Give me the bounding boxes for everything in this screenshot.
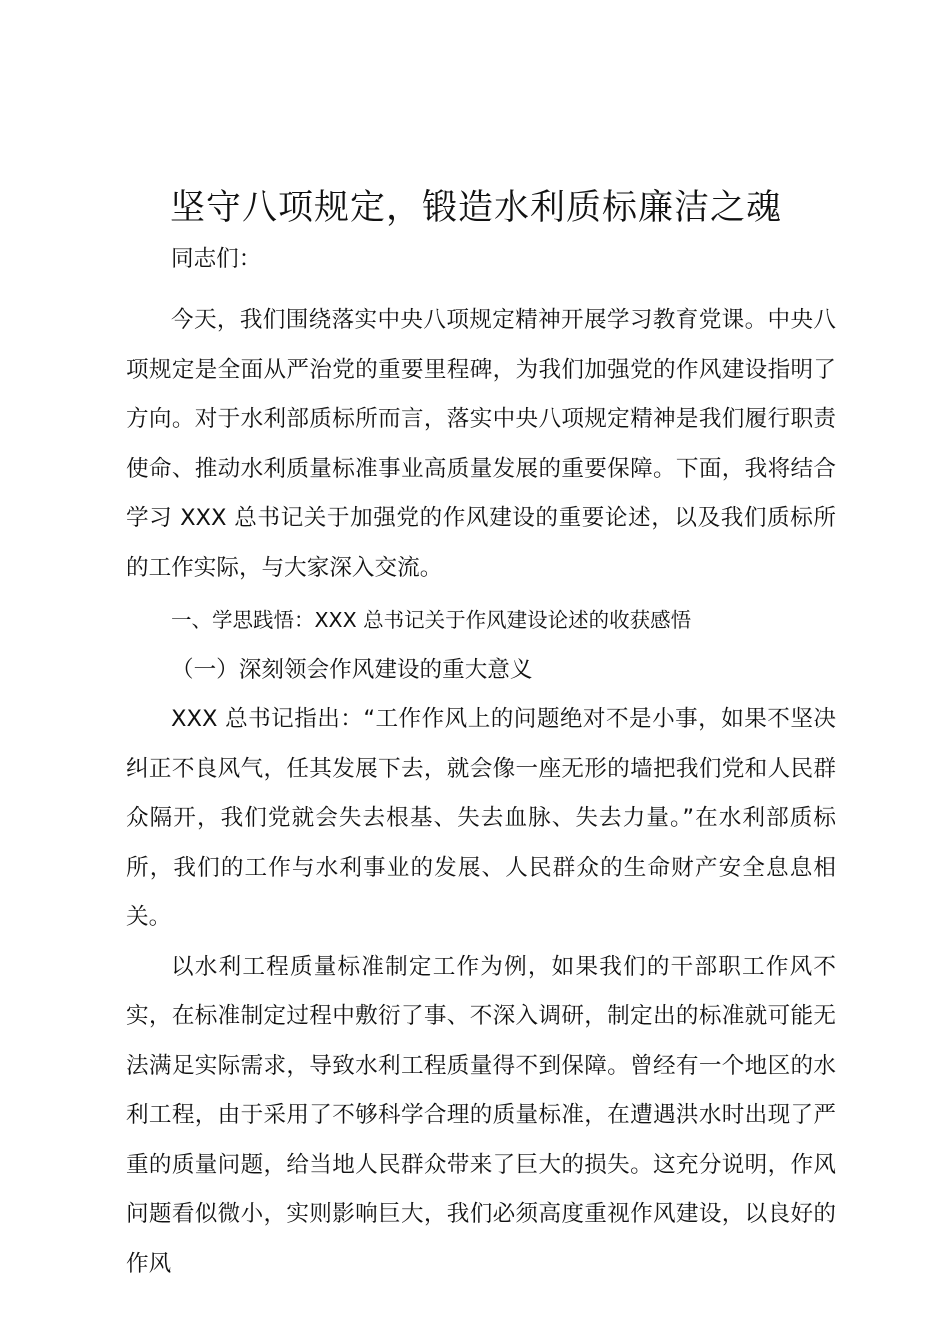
salutation: 同志们： bbox=[171, 246, 262, 272]
document-body bbox=[126, 240, 836, 1289]
document-title: 坚守八项规定，锻造水利质标廉洁之魂 bbox=[169, 188, 782, 228]
section-heading-1: 一、学思践悟：XXX 总书记关于作风建设论述的收获感悟 bbox=[171, 608, 692, 632]
paragraph-intro: 今天，我们围绕落实中央八项规定精神开展学习教育党课。中央八项规定是全面从严治党的重要里程碑，为我们加强党的作风建设指明了方向。对于水利部质标所而言，落实中央八项规定精神是我们履行职责使命、推动水利质量标准事业高质量发展的重要保障。下面，我将结合学习 XXX 总书记关于加强党的作风建设的重要论述，以及我们质标所的工作实际，与大家深入交流。 bbox=[126, 307, 836, 581]
paragraph-example: 以水利工程质量标准制定工作为例，如果我们的干部职工作风不实，在标准制定过程中敷衍了事、不深入调研，制定出的标准就可能无法满足实际需求，导致水利工程质量得不到保障。曾经有一个地区的水利工程，由于采用了不够科学合理的质量标准，在遭遇洪水时出现了严重的质量问题，给当地人民群众带来了巨大的损失。这充分说明，作风问题看似微小，实则影响巨大，我们必须高度重视作风建设，以良好的作风 bbox=[126, 953, 836, 1277]
paragraph-quote: XXX 总书记指出：“工作作风上的问题绝对不是小事，如果不坚决纠正不良风气，任其发展下去，就会像一座无形的墙把我们党和人民群众隔开，我们党就会失去根基、失去血脉、失去力量。”在水利部质标所，我们的工作与水利事业的发展、人民群众的生命财产安全息息相关。 bbox=[126, 706, 836, 930]
subsection-heading-1: （一）深刻领会作风建设的重大意义 bbox=[171, 656, 533, 683]
